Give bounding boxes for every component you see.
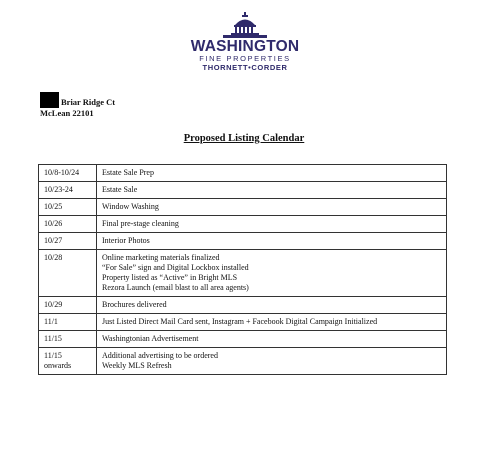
table-row — [39, 165, 447, 182]
row-date: 10/28 — [39, 250, 97, 297]
table-row — [39, 297, 447, 314]
company-logo — [190, 12, 300, 73]
row-activity — [97, 199, 447, 216]
activity-line: “For Sale” sign and Digital Lockbox installed — [102, 263, 249, 272]
row-activity — [97, 233, 447, 250]
table-row — [39, 348, 447, 375]
row-activity — [97, 250, 447, 297]
row-activity — [97, 331, 447, 348]
table-row — [39, 233, 447, 250]
logo-subtitle: FINE PROPERTIES — [199, 54, 291, 63]
row-activity — [97, 182, 447, 199]
listing-calendar-table — [38, 164, 447, 375]
address-street: Briar Ridge Ct — [61, 97, 116, 107]
row-activity — [97, 297, 447, 314]
activity-line: Window Washing — [102, 202, 159, 211]
table-row — [39, 314, 447, 331]
row-activity — [97, 348, 447, 375]
row-date: 11/15 — [39, 331, 97, 348]
activity-line: Just Listed Direct Mail Card sent, Instagram + Facebook Digital Campaign Initialized — [102, 317, 378, 326]
row-date: 10/29 — [39, 297, 97, 314]
activity-line: Interior Photos — [102, 236, 150, 245]
table-row — [39, 199, 447, 216]
table-row — [39, 182, 447, 199]
address-street-line — [40, 92, 115, 108]
activity-line: Estate Sale — [102, 185, 138, 194]
activity-line: Weekly MLS Refresh — [102, 361, 172, 370]
logo-name: WASHINGTON — [190, 38, 300, 55]
row-date: 10/27 — [39, 233, 97, 250]
row-activity — [97, 216, 447, 233]
capitol-dome-icon — [221, 12, 269, 38]
address-city-zip: McLean 22101 — [40, 108, 94, 118]
table-row — [39, 216, 447, 233]
row-activity — [97, 314, 447, 331]
property-address — [40, 92, 115, 119]
calendar-title: Proposed Listing Calendar — [183, 133, 305, 144]
row-date: 10/8-10/24 — [39, 165, 97, 182]
activity-line: Final pre-stage cleaning — [102, 219, 179, 228]
redaction-box — [40, 92, 59, 108]
activity-line: Brochures delivered — [102, 300, 167, 309]
table-row — [39, 331, 447, 348]
row-date: 11/1 — [39, 314, 97, 331]
row-activity — [97, 165, 447, 182]
activity-line: Additional advertising to be ordered — [102, 351, 218, 360]
logo-subtitle-2: THORNETT•CORDER — [202, 63, 288, 72]
row-date: 10/23-24 — [39, 182, 97, 199]
activity-line: Property listed as “Active” in Bright MLS — [102, 273, 238, 282]
table-row — [39, 250, 447, 297]
row-date: 10/25 — [39, 199, 97, 216]
row-date: 10/26 — [39, 216, 97, 233]
activity-line: Estate Sale Prep — [102, 168, 154, 177]
activity-line: Rezora Launch (email blast to all area agents) — [102, 283, 249, 292]
activity-line: Washingtonian Advertisement — [102, 334, 199, 343]
row-date: 11/15 onwards — [39, 348, 97, 375]
activity-line: Online marketing materials finalized — [102, 253, 220, 262]
